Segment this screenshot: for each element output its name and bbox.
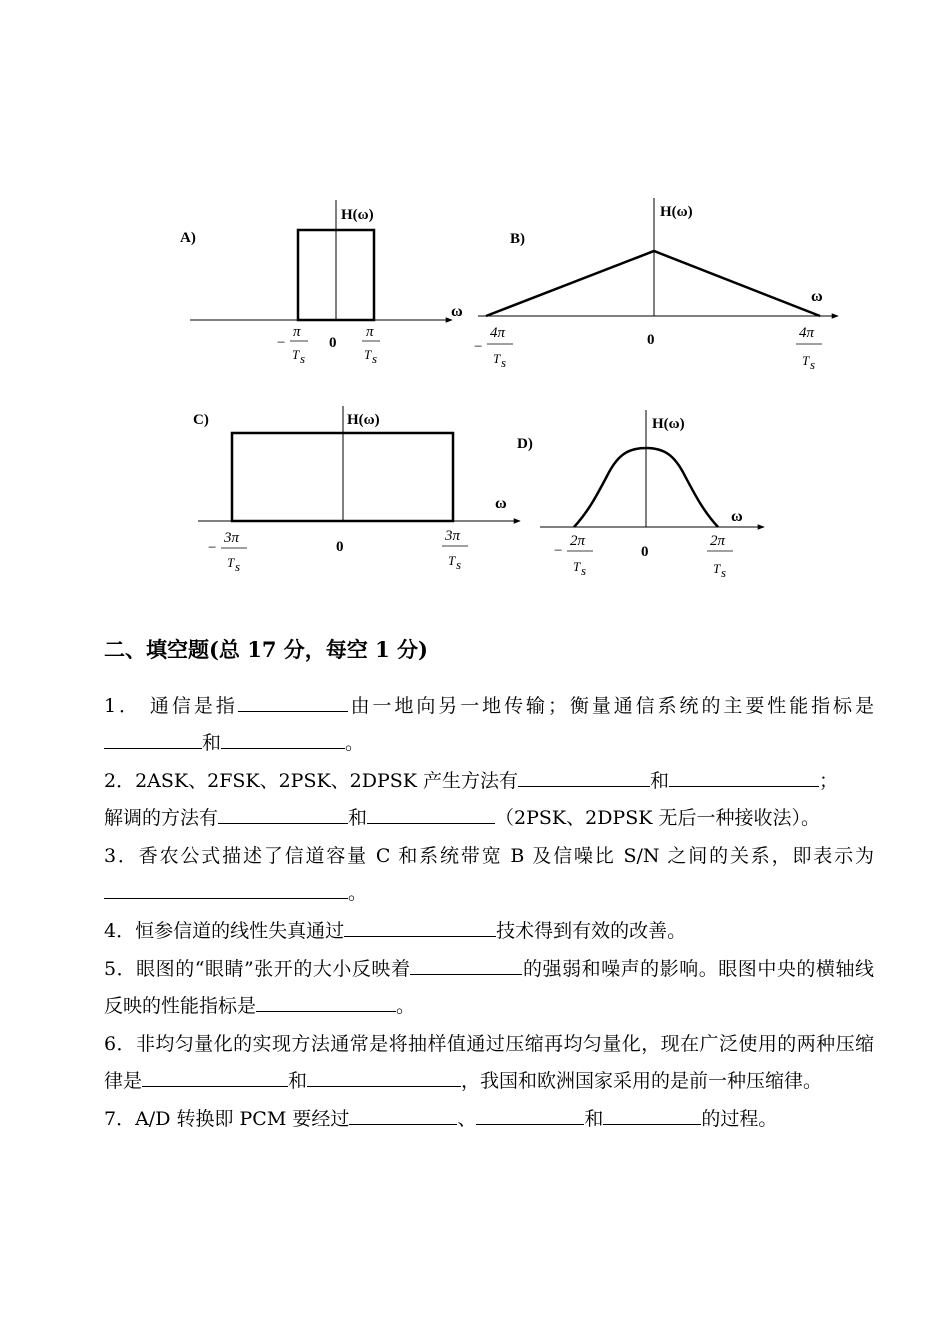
question-2: 2．2ASK、2FSK、2PSK、2DPSK 产生方法有 和 ； 解调的方法有 和 （2PSK、2DPSK 无后一种接收法）。 — [104, 763, 874, 837]
panel-a — [180, 200, 463, 366]
question-7: 7．A/D 转换即 PCM 要经过 、 和 的过程。 — [104, 1101, 874, 1138]
transfer-function-figure — [0, 0, 950, 600]
questions-list — [104, 688, 874, 1139]
svg-text:−: − — [474, 339, 483, 355]
panel-b-left-tick — [474, 325, 513, 370]
panel-b-right-tick — [796, 325, 822, 372]
svg-text:4π: 4π — [490, 325, 506, 341]
svg-text:3π: 3π — [224, 530, 240, 546]
panel-c-h-label: H(ω) — [347, 412, 380, 428]
answer-blank[interactable] — [104, 876, 348, 899]
answer-blank[interactable] — [344, 914, 496, 937]
answer-blank[interactable] — [221, 726, 345, 749]
svg-text:−: − — [277, 335, 286, 351]
svg-text:T: T — [493, 351, 501, 366]
panel-c-right-tick — [442, 528, 468, 572]
svg-text:T: T — [448, 553, 456, 568]
svg-text:T: T — [364, 347, 372, 362]
svg-text:2π: 2π — [710, 533, 726, 549]
svg-text:4π: 4π — [799, 325, 815, 341]
panel-b — [474, 198, 838, 372]
answer-blank[interactable] — [349, 1102, 457, 1125]
panel-c-origin: 0 — [336, 539, 344, 555]
panel-d-right-tick — [707, 533, 733, 580]
panel-d — [517, 410, 764, 580]
panel-a-omega-label: ω — [451, 303, 463, 320]
section-title: 二、填空题(总 17 分，每空 1 分) — [104, 637, 428, 662]
svg-text:T: T — [227, 555, 235, 570]
panel-b-omega-label: ω — [811, 288, 823, 305]
panel-c-omega-label: ω — [495, 495, 507, 512]
panel-a-left-tick — [277, 324, 308, 366]
question-4: 4．恒参信道的线性失真通过 技术得到有效的改善。 — [104, 913, 874, 950]
svg-text:−: − — [208, 540, 217, 556]
answer-blank[interactable] — [104, 726, 202, 749]
panel-d-label: D) — [517, 436, 533, 452]
svg-text:s: s — [501, 355, 507, 370]
svg-text:2π: 2π — [570, 533, 586, 549]
panel-a-right-tick — [362, 324, 380, 366]
panel-a-label: A) — [180, 230, 196, 246]
panel-d-left-tick — [554, 533, 593, 578]
panel-b-origin: 0 — [647, 332, 655, 348]
answer-blank[interactable] — [518, 764, 650, 787]
question-6: 6．非均匀量化的实现方法通常是将抽样值通过压缩再均匀量化，现在广泛使用的两种压缩律是 和 ，我国和欧洲国家采用的是前一种压缩律。 — [104, 1033, 874, 1092]
answer-blank[interactable] — [238, 689, 348, 712]
panel-b-label: B) — [510, 231, 525, 247]
svg-text:s: s — [235, 559, 241, 574]
svg-text:T: T — [292, 347, 300, 362]
svg-text:s: s — [456, 557, 462, 572]
panel-c-label: C) — [193, 412, 209, 428]
svg-text:s: s — [300, 351, 306, 366]
question-3: 3．香农公式描述了信道容量 C 和系统带宽 B 及信噪比 S/N 之间的关系，即表示为。 — [104, 845, 874, 904]
svg-text:s: s — [721, 565, 727, 580]
svg-text:−: − — [554, 543, 563, 559]
answer-blank[interactable] — [307, 1064, 461, 1087]
answer-blank[interactable] — [410, 952, 522, 975]
svg-text:T: T — [713, 561, 721, 576]
answer-blank[interactable] — [218, 801, 348, 824]
panel-b-triangle-response — [486, 251, 820, 316]
panel-c-left-tick — [208, 530, 247, 574]
answer-blank[interactable] — [603, 1102, 701, 1125]
panel-d-h-label: H(ω) — [652, 416, 685, 432]
panel-d-omega-label: ω — [731, 508, 743, 525]
panel-a-origin: 0 — [329, 335, 337, 351]
question-1: 1． 通信是指 由一地向另一地传输；衡量通信系统的主要性能指标是和 。 — [104, 688, 874, 762]
panel-d-origin: 0 — [641, 544, 649, 560]
svg-text:s: s — [372, 351, 378, 366]
svg-text:π: π — [366, 324, 374, 340]
panel-a-h-label: H(ω) — [341, 207, 374, 223]
svg-text:T: T — [802, 353, 810, 368]
svg-text:T: T — [573, 559, 581, 574]
question-5: 5．眼图的“眼睛”张开的大小反映着 的强弱和噪声的影响。眼图中央的横轴线反映的性能指标是 。 — [104, 951, 874, 1025]
answer-blank[interactable] — [142, 1064, 288, 1087]
svg-text:π: π — [293, 324, 301, 340]
answer-blank[interactable] — [256, 989, 396, 1012]
answer-blank[interactable] — [367, 801, 495, 824]
panel-b-h-label: H(ω) — [660, 204, 693, 220]
answer-blank[interactable] — [476, 1102, 584, 1125]
answer-blank[interactable] — [669, 764, 819, 787]
svg-text:3π: 3π — [445, 528, 461, 544]
svg-text:s: s — [581, 563, 587, 578]
svg-text:s: s — [810, 357, 816, 372]
panel-c — [193, 406, 520, 574]
